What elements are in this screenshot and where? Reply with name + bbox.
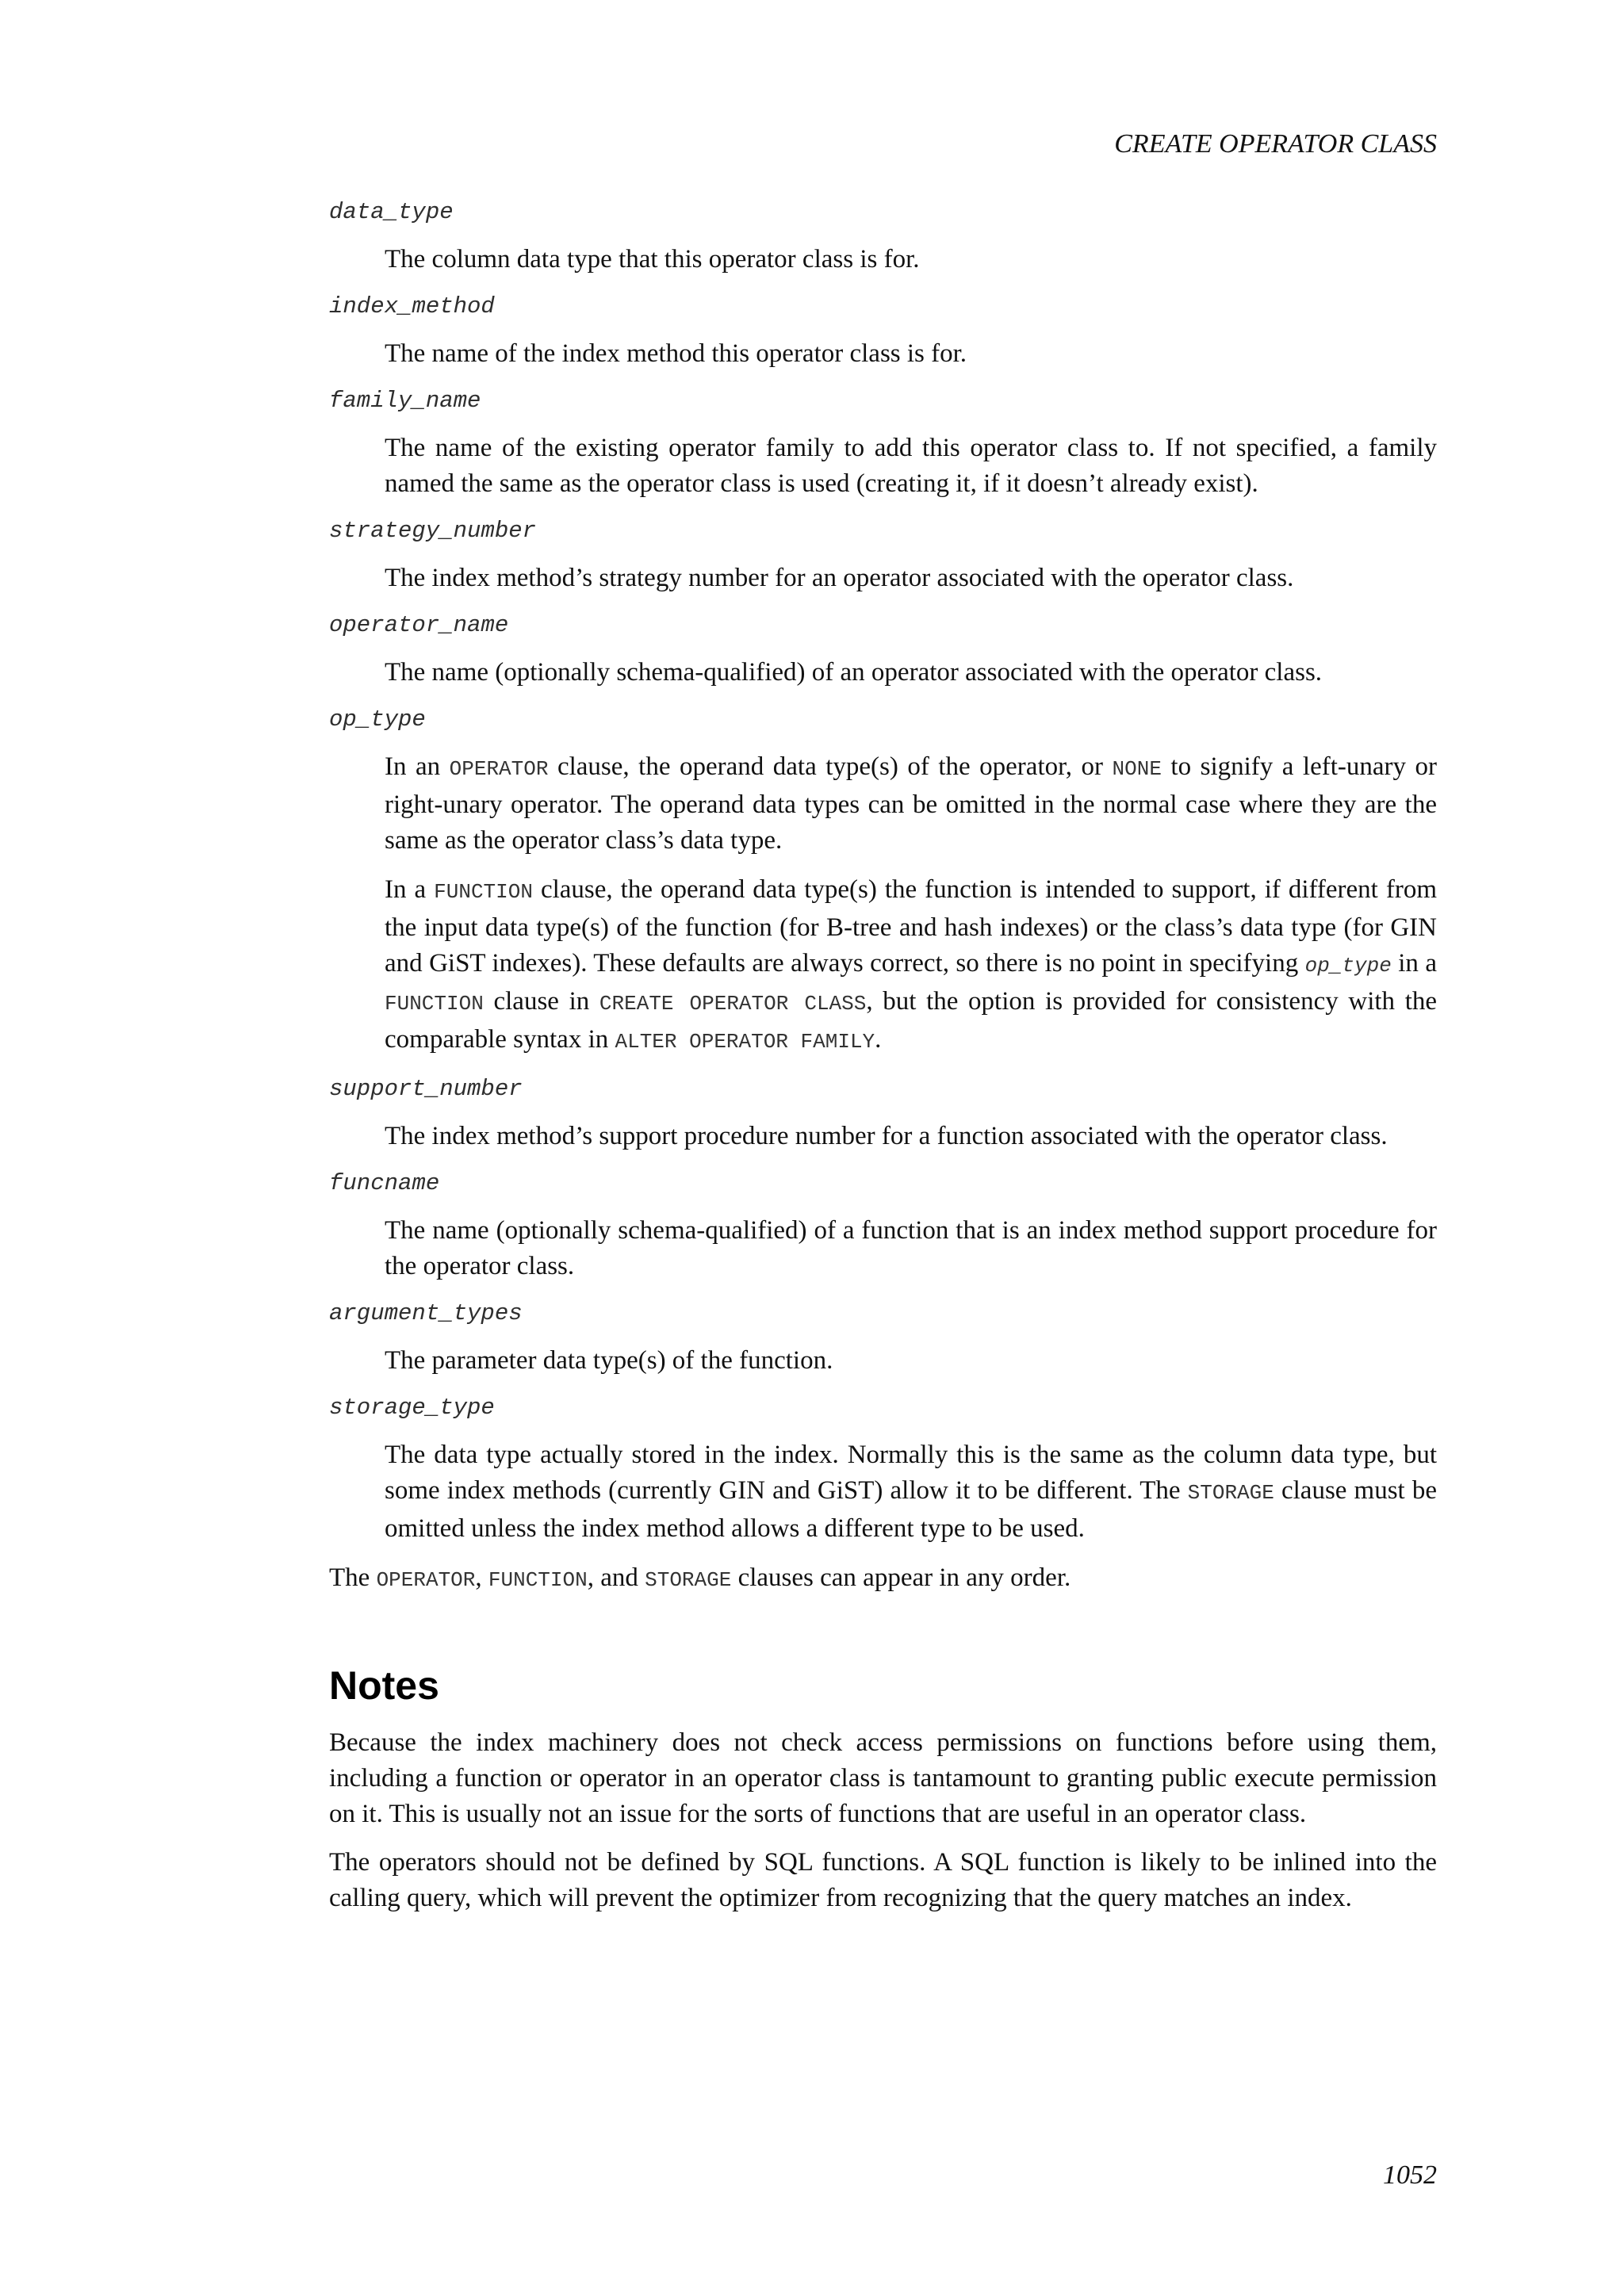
page-number: 1052: [1383, 2160, 1437, 2190]
param-entry: [329, 1073, 1437, 1154]
param-name: index_method: [329, 293, 495, 320]
param-description: The name of the existing operator family to add this operator class to. If not specified, a family named the same as the operator class is used (creating it, if it doesn’t already exist).: [385, 434, 1437, 498]
param-entry: [329, 291, 1437, 372]
inline-code: ALTER OPERATOR FAMILY: [615, 1030, 875, 1054]
param-name: argument_types: [329, 1300, 523, 1326]
param-name: support_number: [329, 1076, 523, 1102]
page-content: [329, 197, 1437, 1929]
param-description: The data type actually stored in the index. Normally this is the same as the column data type, but some index methods (currently GIN and GiST) allow it to be different. The STORAGE clause must be omitted unless the index method allows a different type to be used.: [385, 1441, 1437, 1543]
param-description: The name of the index method this operator class is for.: [385, 339, 967, 368]
param-description: The column data type that this operator class is for.: [385, 245, 920, 274]
inline-code: CREATE OPERATOR CLASS: [599, 992, 867, 1016]
param-name: family_name: [329, 388, 481, 414]
notes-paragraph: Because the index machinery does not check access permissions on functions before using them, including a function or operator in an operator class is tantamount to granting public execute permission on it. This is usually not an issue for the sorts of functions that are useful in an operator class.: [329, 1728, 1437, 1828]
param-entry: [329, 610, 1437, 691]
inline-code: FUNCTION: [488, 1568, 588, 1592]
inline-code: STORAGE: [645, 1568, 732, 1592]
param-name: data_type: [329, 199, 454, 225]
param-description: In an OPERATOR clause, the operand data type(s) of the operator, or NONE to signify a left-unary or right-unary operator. The operand data types can be omitted in the normal case where they are the same as the operator class’s data type.: [385, 752, 1438, 855]
inline-code: NONE: [1112, 757, 1162, 781]
param-name: op_type: [329, 706, 426, 733]
param-entry: [329, 704, 1437, 1060]
notes-paragraph: The operators should not be defined by SQL functions. A SQL function is likely to be inlined into the calling query, which will prevent the optimizer from recognizing that the query matches an index.: [329, 1848, 1437, 1912]
inline-code: STORAGE: [1187, 1481, 1274, 1505]
param-name: strategy_number: [329, 518, 537, 544]
inline-code: OPERATOR: [449, 757, 549, 781]
param-description: The parameter data type(s) of the function.: [385, 1346, 833, 1375]
inline-code: OPERATOR: [376, 1568, 476, 1592]
running-header: CREATE OPERATOR CLASS: [1114, 129, 1437, 159]
param-name: funcname: [329, 1170, 440, 1196]
param-description: The name (optionally schema-qualified) of a function that is an index method support procedure for the operator class.: [385, 1216, 1437, 1280]
param-description: The name (optionally schema-qualified) of an operator associated with the operator class.: [385, 658, 1323, 687]
notes-heading: Notes: [329, 1663, 439, 1708]
param-description: The index method’s strategy number for an operator associated with the operator class.: [385, 564, 1294, 592]
clauses-order-note: The OPERATOR, FUNCTION, and STORAGE clauses can appear in any order.: [329, 1563, 1071, 1592]
inline-code: FUNCTION: [385, 992, 484, 1016]
param-description: The index method’s support procedure number for a function associated with the operator class.: [385, 1122, 1388, 1150]
param-description: In a FUNCTION clause, the operand data type(s) the function is intended to support, if different from the input data type(s) of the function (for B-tree and hash indexes) or the class’s data type (for GIN and GiST indexes). These defaults are always correct, so there is no point in specifying op_type in a FUNCTION clause in CREATE OPERATOR CLASS, but the option is provided for consistency with the comparable syntax in ALTER OPERATOR FAMILY.: [385, 875, 1438, 1054]
param-entry: [329, 1168, 1437, 1284]
param-entry: [329, 385, 1437, 502]
param-name: storage_type: [329, 1395, 495, 1421]
param-entry: [329, 1298, 1437, 1379]
inline-code: op_type: [1304, 954, 1392, 978]
param-entry: [329, 1392, 1437, 1547]
inline-code: FUNCTION: [434, 880, 533, 904]
param-name: operator_name: [329, 612, 509, 638]
param-entry: [329, 197, 1437, 277]
param-entry: [329, 515, 1437, 596]
